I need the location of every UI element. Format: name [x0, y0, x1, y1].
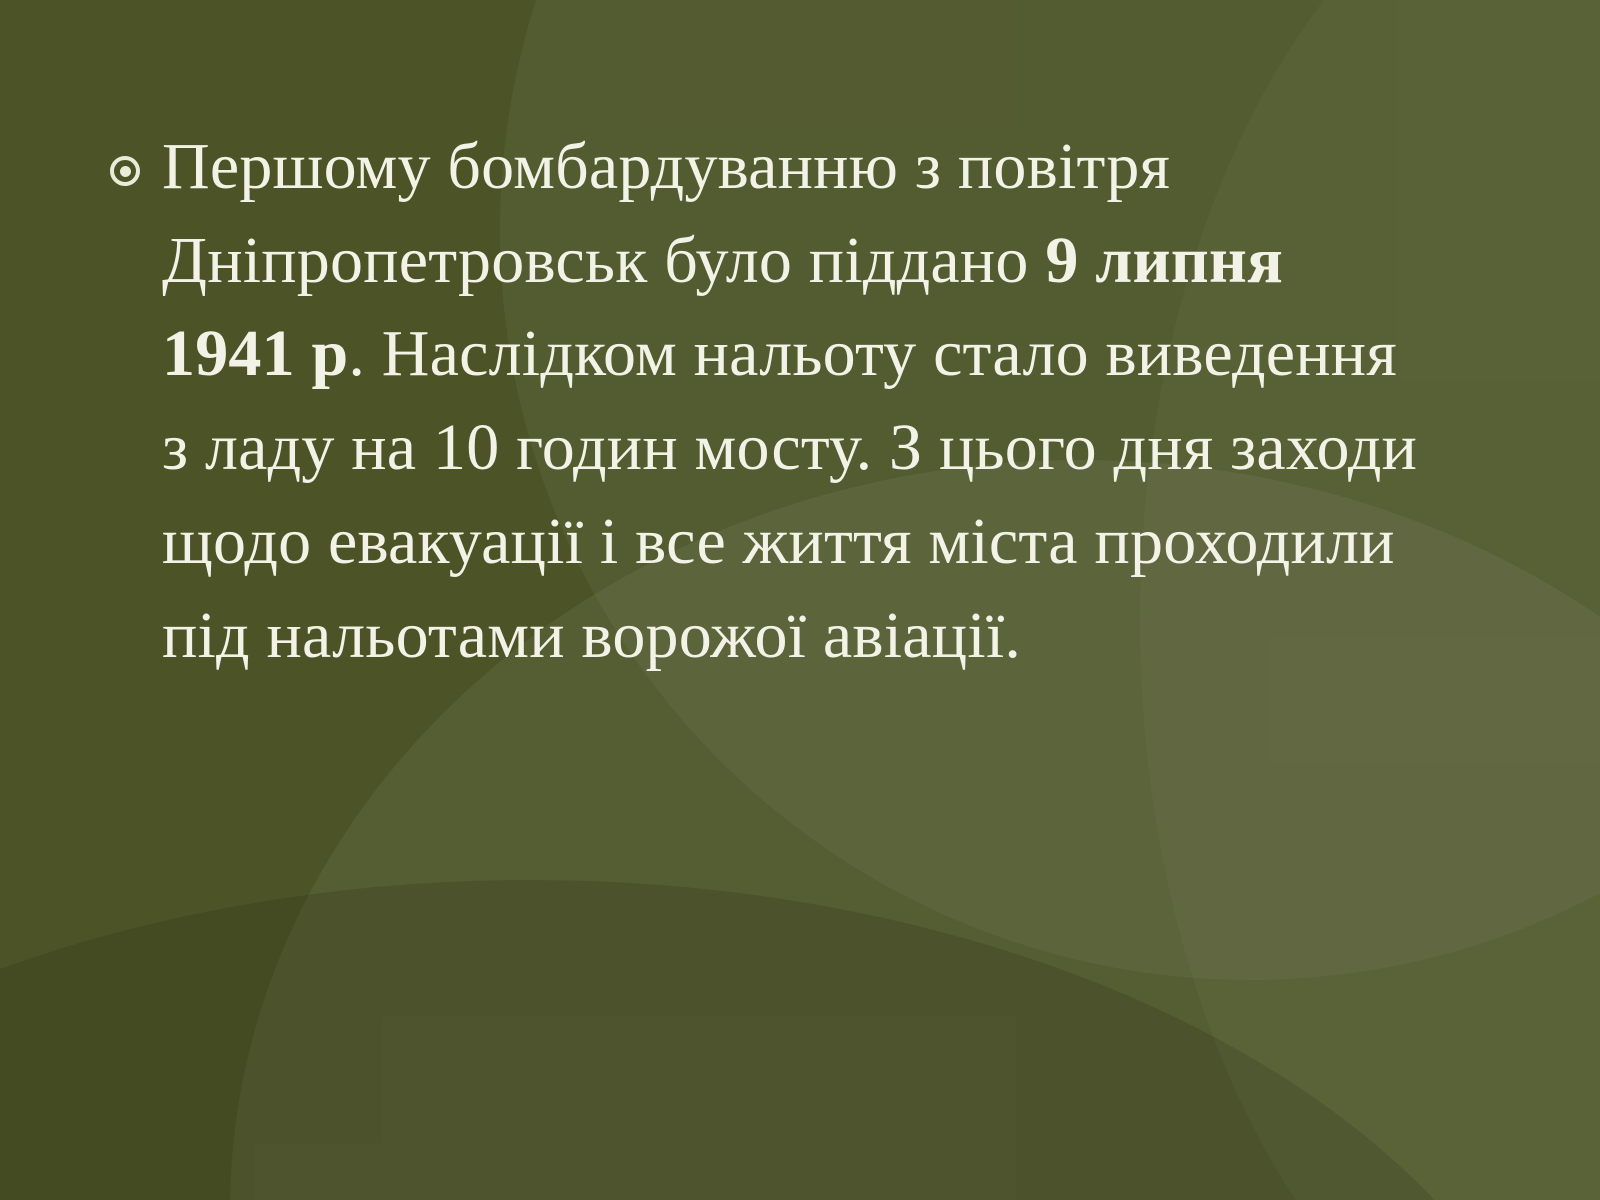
ring-bullet-icon [110, 120, 162, 186]
slide-content [110, 120, 1510, 682]
bullet-text-emphasis: 9 липня 1941 р [162, 223, 1284, 391]
bullet-text-tail: . Наслідком нальоту стало виведення з ладу на 10 годин мосту. З цього дня заходи щодо евакуації і все життя міста проходили під нальотами ворожої авіації. [162, 317, 1418, 672]
bullet-text-lead: Першому бомбардуванню з повітря Дніпропетровськ було піддано [162, 130, 1171, 297]
background-shape-bottom-left [0, 880, 1580, 1200]
bullet-paragraph [162, 120, 1422, 682]
bullet-list-item [110, 120, 1510, 682]
